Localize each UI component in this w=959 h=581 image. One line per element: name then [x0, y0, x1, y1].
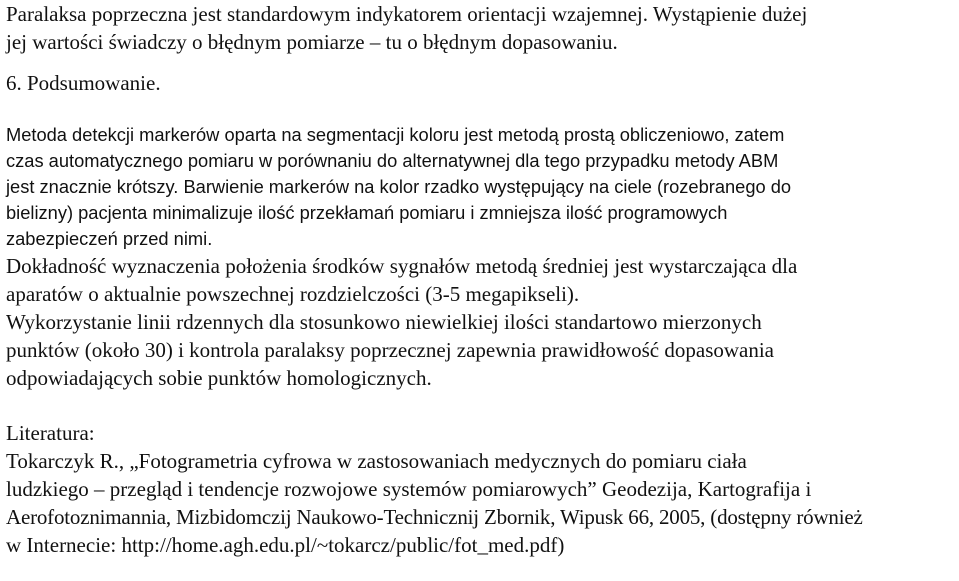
document-page: [6, 0, 956, 559]
summary-paragraph-serif: [6, 252, 956, 392]
summary-line: punktów (około 30) i kontrola paralaksy poprzecznej zapewnia prawidłowość dopasowania: [6, 338, 775, 362]
intro-paragraph: [6, 0, 956, 56]
summary-line: aparatów o aktualnie powszechnej rozdzielczości (3-5 megapikseli).: [6, 282, 580, 306]
summary-line: Wykorzystanie linii rdzennych dla stosunkowo niewielkiej ilości standartowo mierzonych: [6, 310, 762, 334]
literature-heading: Literatura:: [6, 421, 95, 445]
summary-line: czas automatycznego pomiaru w porównaniu do alternatywnej dla tego przypadku metody ABM: [6, 150, 779, 171]
summary-line: odpowiadających sobie punktów homologicznych.: [6, 366, 432, 390]
summary-line: Metoda detekcji markerów oparta na segmentacji koloru jest metodą prostą obliczeniowo, zatem: [6, 124, 785, 145]
summary-line: zabezpieczeń przed nimi.: [6, 228, 213, 249]
literature-line: Aerofotoznimannia, Mizbidomczij Naukowo-Technicznij Zbornik, Wipusk 66, 2005, (dostępny również: [6, 505, 863, 529]
spacer: [6, 56, 956, 69]
literature-line: Tokarczyk R., „Fotogrametria cyfrowa w zastosowaniach medycznych do pomiaru ciała: [6, 449, 747, 473]
summary-line: bielizny) pacjenta minimalizuje ilość przekłamań pomiaru i zmniejsza ilość programowych: [6, 202, 728, 223]
summary-line: Dokładność wyznaczenia położenia środków sygnałów metodą średniej jest wystarczająca dla: [6, 254, 798, 278]
summary-line: jest znacznie krótszy. Barwienie markerów na kolor rzadko występujący na ciele (rozebranego do: [6, 176, 792, 197]
intro-line: Paralaksa poprzeczna jest standardowym indykatorem orientacji wzajemnej. Wystąpienie dużej: [6, 2, 808, 26]
summary-paragraph-sans: [6, 122, 956, 252]
literature-line: ludzkiego – przegląd i tendencje rozwojowe systemów pomiarowych” Geodezija, Kartografija i: [6, 477, 812, 501]
section-heading: 6. Podsumowanie.: [6, 71, 161, 95]
literature-entry: [6, 447, 956, 559]
intro-line: jej wartości świadczy o błędnym pomiarze – tu o błędnym dopasowaniu.: [6, 30, 618, 54]
literature-line: w Internecie: http://home.agh.edu.pl/~tokarcz/public/fot_med.pdf): [6, 533, 565, 557]
spacer: [6, 392, 956, 419]
spacer: [6, 97, 956, 122]
